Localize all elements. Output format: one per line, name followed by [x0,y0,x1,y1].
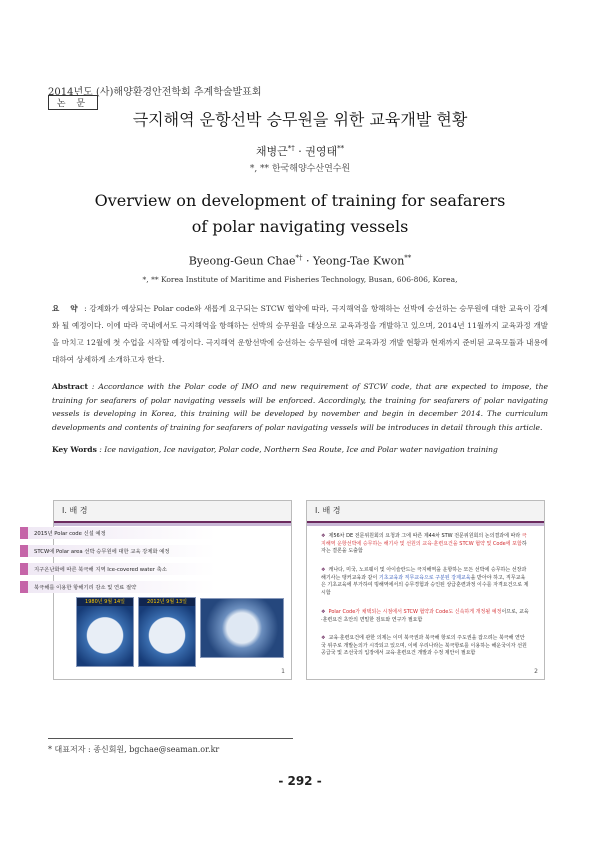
slide-1-item [20,545,216,557]
author-2: 권영태 [305,145,338,158]
korean-title: 극지해역 운항선박 승무원을 위한 교육개발 현황 [132,110,468,129]
map-2012-label: 2012년 9월 13일 [139,598,195,606]
corresponding-author-footnote: * 대표저자 : 종신회원, bgchae@seaman.or.kr [48,745,220,754]
keywords [52,445,548,454]
slide-1-number: 1 [281,668,285,675]
slide-2 [306,500,545,680]
slide-2-highlight-red: Polar Code가 채택되는 시점에서 STCW 협약과 Code도 신속하게 개정될 예정 [328,609,502,615]
slide-2-paragraph-1 [321,533,529,556]
map-1980-label: 1980년 9월 14일 [77,598,133,606]
author-2-en-mark: ** [404,254,412,262]
english-abstract [52,380,548,434]
slide-2-text: 하자는 결론을 도출함 [321,540,527,554]
author-1: 채병근 [255,145,288,158]
english-authors [0,254,600,268]
slide-2-paragraph-4 [321,635,529,658]
slide-1-heading: Ⅰ. 배 경 [62,506,88,515]
korean-abstract-lead: 요 약 [52,304,82,313]
english-abstract-lead: Abstract [52,382,89,391]
slide-2-header [307,501,544,523]
arctic-ice-map-2012 [138,597,196,667]
keywords-text: : Ice navigation, Ice navigator, Polar code, Northern Sea Route, Ice and Polar water navigation training [96,445,498,454]
slide-2-number: 2 [534,668,538,675]
slide-2-paragraph-2 [321,567,529,597]
slide-1-item-text: STCW에 Polar area 선박 승무원에 대한 교육 강제화 예정 [34,549,170,555]
slide-2-text: 을 받아야 하고, 직무교육은 기초교육에 부가하여 빙해역에서의 승무경험과 승인된 상급훈련과정 이수를 자격요건으로 제시함 [321,574,529,596]
english-title-line-1: Overview on development of training for seafarers [94,191,506,210]
slide-1-item [20,527,216,539]
korean-authors [0,143,600,159]
slide-2-text: 캐나다, 미국, 노르웨이 및 아이슬란드는 극지해역을 운항하는 모든 선박에 승무하는 선장과 해기사는 탱커교육과 같이 [321,567,527,581]
bullet-marker [20,527,28,539]
arctic-ice-map-1980 [76,597,134,667]
slide-1-item [20,563,216,575]
slide-2-stripe [307,523,544,526]
korean-affiliation: *, ** 한국해양수산연수원 [249,164,351,174]
slide-2-text: 이므로, 교육·훈련요건 초안의 면밀한 검토와 연구가 필요함 [321,609,529,623]
slide-2-paragraph-3 [321,609,529,624]
slide-1-item [20,581,216,593]
english-abstract-text: : Accordance with the Polar code of IMO and new requirement of STCW code, that are expected to impose, the training for seafarers of polar navigating vessels will be enforced. Accordingly, the training for seafarers of polar navigating vessels is developing in Korea, this training will be developed by november and begin in december 2014. The curriculum developments and contents of training for seafarers of polar navigating vessels will be introduces in detail through this article. [52,382,548,432]
english-title-line-2: of polar navigating vessels [191,217,409,236]
arctic-globe-image [200,598,284,658]
page-number: - 292 - [278,774,322,788]
korean-abstract [52,300,548,368]
english-affiliation: *, ** Korea Institute of Maritime and Fisheries Technology, Busan, 606-806, Korea, [142,275,458,284]
author-1-mark: *† [287,144,295,153]
slide-2-heading: Ⅰ. 배 경 [315,506,341,515]
diamond-bullet-icon: ❖ [321,533,326,539]
korean-abstract-text: : 강제화가 예상되는 Polar code와 새롭게 요구되는 STCW 협약에 따라, 극지해역을 항해하는 선박에 승선하는 승무원에 대한 교육이 강제화 될 예정이다. 이에 따라 국내에서도 극지해역을 항해하는 선박의 승무원을 대상으로 교육과정을 개발하고 있으며, 2014년 11월까지 교육과정 개발을 마치고 12월에 첫 수업을 시작할 예정이다. 극지해역 운항선박에 승선하는 승무원에 대한 교육과정 개발 현황과 현재까지 준비된 교육모듈과 내용에 대하여 상세하게 소개하고자 한다. [52,304,548,364]
bullet-marker [20,545,28,557]
diamond-bullet-icon: ❖ [321,609,326,615]
conference-header: 2014년도 (사)해양환경안전학회 추계학술발표회 [48,87,262,98]
english-title [60,188,540,240]
diamond-bullet-icon: ❖ [321,635,326,641]
author-1-en-mark: *† [295,254,303,262]
slide-1-item-text: 지구온난화에 따른 북극해 지역 Ice-covered water 축소 [34,567,167,573]
slide-2-text: 제56차 DE 전문위원회의 요청과 그에 따른 제44차 STW 전문위원회의 논의결과에 따라 [328,533,522,539]
slide-2-highlight-blue: 기초교육과 직무교육으로 구분된 강제교육 [378,574,471,581]
author-en-separator: · [302,254,314,268]
keywords-lead: Key Words [52,445,97,454]
author-2-mark: ** [337,144,345,153]
footnote-rule [48,738,293,739]
slide-1-item-text: 2015년 Polar code 신설 예정 [34,531,106,537]
author-separator: · [294,145,306,158]
paper-type-badge: 논 문 [48,95,98,110]
diamond-bullet-icon: ❖ [321,567,326,573]
bullet-marker [20,581,28,593]
slide-1-header [54,501,291,523]
author-1-en: Byeong-Geun Chae [188,254,296,268]
author-2-en: Yeong-Tae Kwon [313,254,405,268]
slide-2-text: 교육·훈련요건에 관한 의제는 이미 북극권과 북극해 항로의 주도권을 잡으려는 북극해 연안국 위주로 개발논의가 시작되고 있으며, 이에 우리나라는 북극항로를 이용하는 해운국이자 선원공급국 및 조선국의 입장에서 교육·훈련요건 개발과 수정 제안이 필요함 [321,635,527,656]
bullet-marker [20,563,28,575]
slide-1-item-text: 북극해를 이용한 항해기리 감소 및 연료 절약 [34,585,137,591]
slide-2-highlight-red: 극지해역 운항선박에 승무하는 해기사 및 선원의 교육·훈련요건을 STCW 협약 및 Code에 포함 [321,533,527,547]
slide-1-stripe [54,523,291,526]
